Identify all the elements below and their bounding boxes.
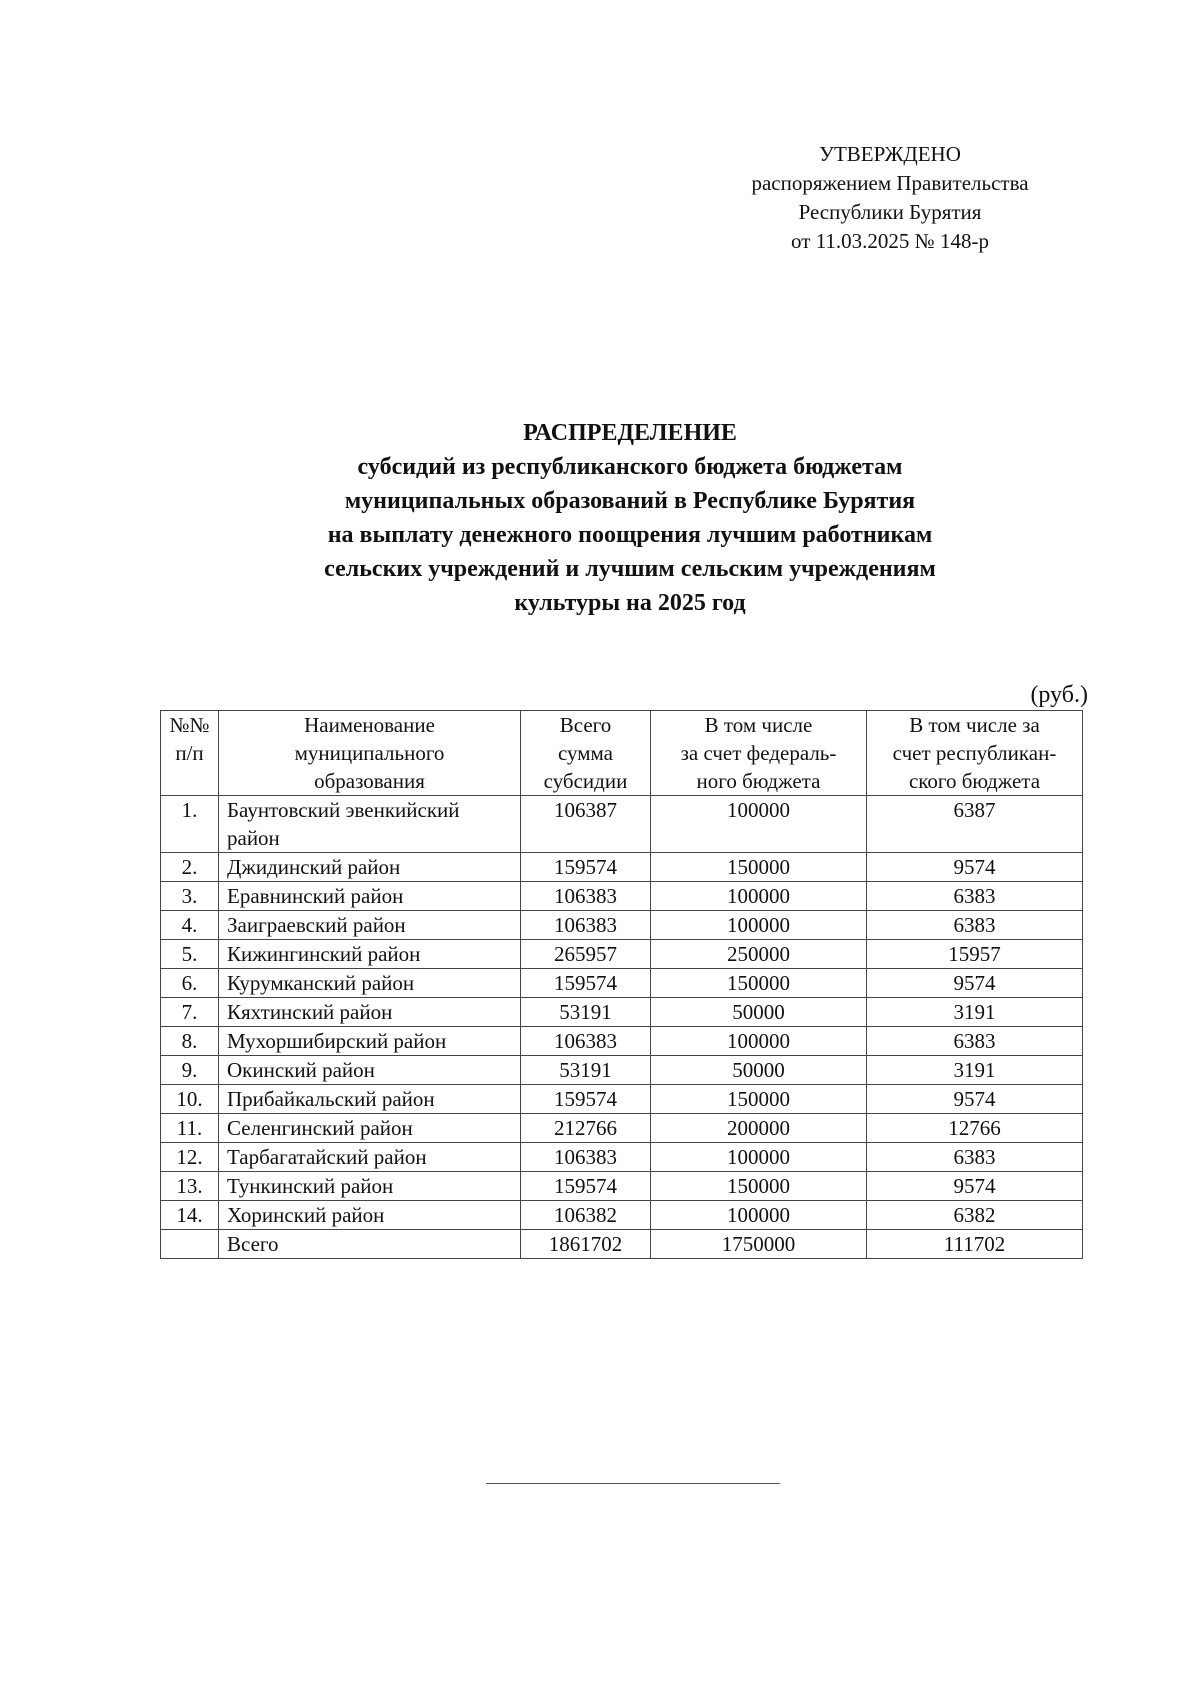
row-republic: 9574 [867,853,1083,882]
table-row [161,1027,1083,1056]
row-number: 7. [161,998,219,1027]
row-municipality: Окинский район [219,1056,521,1085]
row-total: 159574 [521,1085,651,1114]
row-municipality: Еравнинский район [219,882,521,911]
table-row [161,940,1083,969]
row-republic: 6383 [867,1027,1083,1056]
row-republic: 9574 [867,969,1083,998]
row-republic: 9574 [867,1172,1083,1201]
approval-block [700,140,1080,256]
table-row [161,796,1083,853]
row-total: 53191 [521,998,651,1027]
row-republic: 6383 [867,1143,1083,1172]
table-row [161,998,1083,1027]
row-municipality: Тункинский район [219,1172,521,1201]
row-federal: 150000 [651,1172,867,1201]
row-federal: 50000 [651,1056,867,1085]
row-federal: 150000 [651,969,867,998]
table-row [161,1172,1083,1201]
row-municipality: Мухоршибирский район [219,1027,521,1056]
table-row [161,1201,1083,1230]
row-republic: 3191 [867,998,1083,1027]
header-total: Всего сумма субсидии [521,711,651,796]
row-federal: 100000 [651,911,867,940]
row-municipality: Селенгинский район [219,1114,521,1143]
row-number: 9. [161,1056,219,1085]
row-federal: 50000 [651,998,867,1027]
approval-issuer: распоряжением Правительства [751,171,1029,195]
row-number: 3. [161,882,219,911]
row-number: 8. [161,1027,219,1056]
row-municipality: Кяхтинский район [219,998,521,1027]
title-line: РАСПРЕДЕЛЕНИЕ [523,420,737,446]
header-municipality: Наименование муниципального образования [219,711,521,796]
row-number: 2. [161,853,219,882]
table-row [161,1114,1083,1143]
closing-divider [486,1483,780,1484]
row-republic: 9574 [867,1085,1083,1114]
totals-label: Всего [219,1230,521,1259]
row-total: 212766 [521,1114,651,1143]
row-number: 4. [161,911,219,940]
row-number: 1. [161,796,219,853]
totals-federal: 1750000 [651,1230,867,1259]
row-total: 159574 [521,1172,651,1201]
table-header-row [161,711,1083,796]
row-federal: 150000 [651,853,867,882]
row-municipality: Хоринский район [219,1201,521,1230]
subsidy-table [160,710,1083,1259]
table-totals-row [161,1230,1083,1259]
approval-title: УТВЕРЖДЕНО [819,142,961,166]
row-municipality: Кижингинский район [219,940,521,969]
row-total: 106383 [521,882,651,911]
table-row [161,882,1083,911]
table-row [161,1143,1083,1172]
header-republic: В том числе за счет республикан- ского бюджета [867,711,1083,796]
row-total: 106382 [521,1201,651,1230]
table-row [161,1085,1083,1114]
row-republic: 12766 [867,1114,1083,1143]
row-number: 13. [161,1172,219,1201]
row-number: 14. [161,1201,219,1230]
row-total: 53191 [521,1056,651,1085]
title-line: субсидий из республиканского бюджета бюджетам [357,454,903,480]
row-number: 6. [161,969,219,998]
row-total: 106383 [521,911,651,940]
header-number: №№ п/п [161,711,219,796]
row-republic: 6383 [867,882,1083,911]
title-line: на выплату денежного поощрения лучшим работникам [327,522,933,548]
row-republic: 6382 [867,1201,1083,1230]
row-republic: 6383 [867,911,1083,940]
table-row [161,969,1083,998]
row-number: 12. [161,1143,219,1172]
row-total: 159574 [521,969,651,998]
table-row [161,1056,1083,1085]
row-municipality: Джидинский район [219,853,521,882]
row-total: 106383 [521,1143,651,1172]
totals-number [161,1230,219,1259]
row-federal: 250000 [651,940,867,969]
totals-republic: 111702 [867,1230,1083,1259]
row-federal: 150000 [651,1085,867,1114]
row-republic: 3191 [867,1056,1083,1085]
row-municipality: Заиграевский район [219,911,521,940]
row-municipality: Баунтовский эвенкийский район [219,796,521,853]
title-line: сельских учреждений и лучшим сельским учреждениям [324,556,936,582]
row-federal: 100000 [651,882,867,911]
row-number: 5. [161,940,219,969]
header-federal: В том числе за счет федераль- ного бюджета [651,711,867,796]
row-municipality: Тарбагатайский район [219,1143,521,1172]
approval-government: Республики Бурятия [798,200,982,224]
document-title [160,416,1100,620]
row-federal: 100000 [651,1201,867,1230]
title-line: культуры на 2025 год [514,590,746,616]
row-federal: 100000 [651,1143,867,1172]
currency-unit: (руб.) [1030,682,1088,708]
row-number: 10. [161,1085,219,1114]
row-total: 159574 [521,853,651,882]
row-municipality: Прибайкальский район [219,1085,521,1114]
totals-total: 1861702 [521,1230,651,1259]
table-row [161,853,1083,882]
row-federal: 200000 [651,1114,867,1143]
table-row [161,911,1083,940]
approval-date-number: от 11.03.2025 № 148-р [791,229,989,253]
row-republic: 6387 [867,796,1083,853]
row-number: 11. [161,1114,219,1143]
row-total: 265957 [521,940,651,969]
row-federal: 100000 [651,796,867,853]
row-republic: 15957 [867,940,1083,969]
row-total: 106383 [521,1027,651,1056]
row-total: 106387 [521,796,651,853]
title-line: муниципальных образований в Республике Бурятия [344,488,916,514]
row-municipality: Курумканский район [219,969,521,998]
row-federal: 100000 [651,1027,867,1056]
